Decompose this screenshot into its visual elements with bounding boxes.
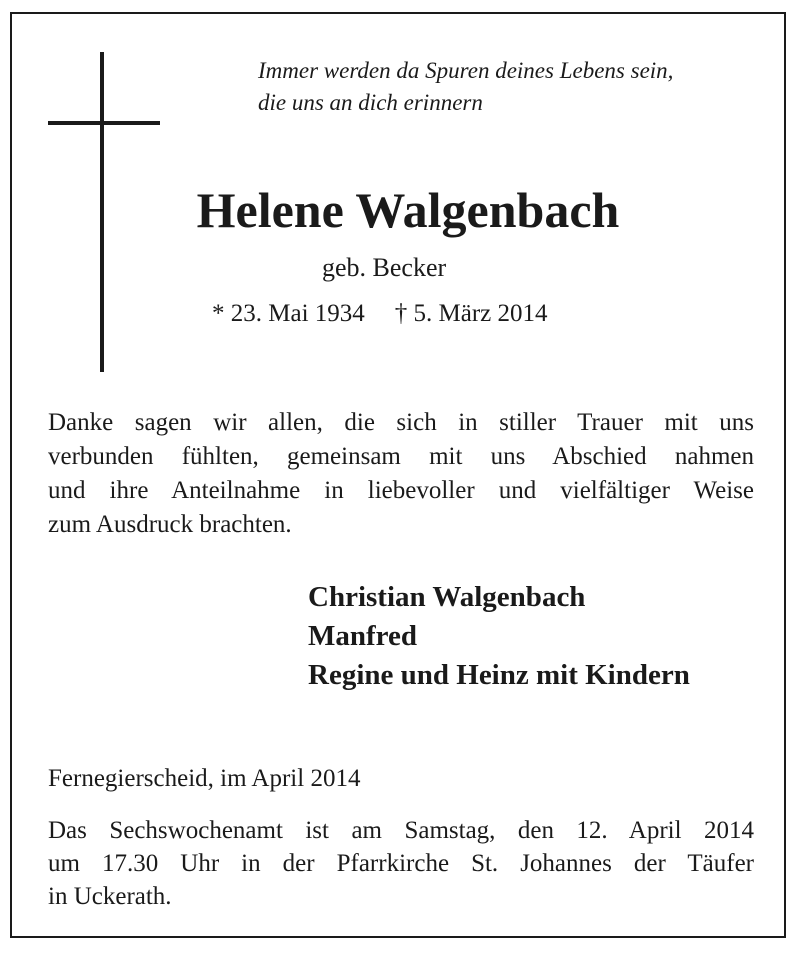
service-line: Das Sechswochenamt ist am Samstag, den 12. April 2014 (48, 817, 754, 844)
motto-line: die uns an dich erinnern (258, 90, 483, 115)
maiden-name: geb. Becker (322, 253, 447, 282)
thanks-line: und ihre Anteilnahme in liebevoller und vielfältiger Weise (48, 477, 754, 504)
family-members (308, 578, 690, 695)
service-line: in Uckerath. (48, 883, 172, 910)
service-info (48, 814, 754, 913)
motto (258, 55, 673, 119)
life-dates (212, 296, 548, 332)
birth-date: * 23. Mai 1934 (212, 300, 365, 327)
death-date: † 5. März 2014 (394, 300, 548, 327)
thanks-line: zum Ausdruck brachten. (48, 511, 292, 538)
family-member: Regine und Heinz mit Kindern (308, 659, 690, 691)
family-member: Manfred (308, 620, 418, 652)
deceased-name: Helene Walgenbach (196, 182, 620, 238)
place-date: Fernegierscheid, im April 2014 (48, 765, 361, 792)
service-line: um 17.30 Uhr in der Pfarrkirche St. Johannes der Täufer (48, 850, 754, 877)
cross-icon-bar (48, 121, 160, 125)
thanks-line: verbunden fühlten, gemeinsam mit uns Abschied nahmen (48, 443, 754, 470)
thanks-text (48, 406, 754, 542)
family-member: Christian Walgenbach (308, 581, 586, 613)
motto-line: Immer werden da Spuren deines Lebens sein, (258, 58, 674, 83)
thanks-line: Danke sagen wir allen, die sich in stiller Trauer mit uns (48, 409, 754, 436)
